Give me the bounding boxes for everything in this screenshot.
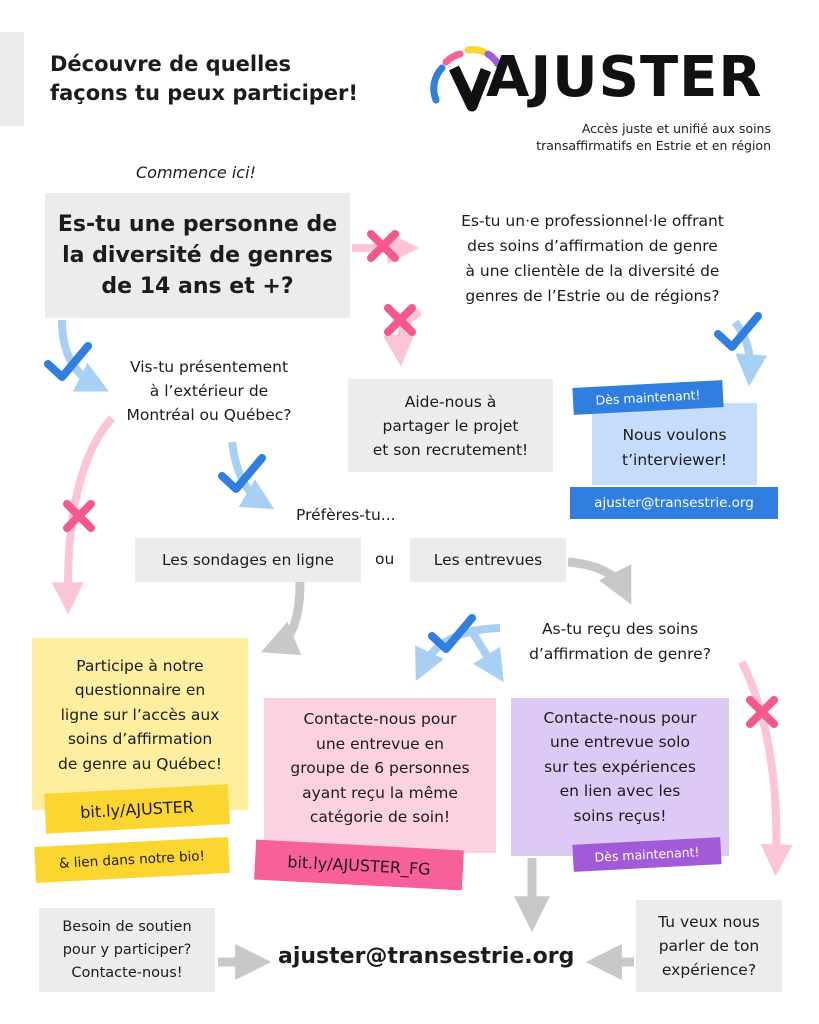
prefer-label: Préfères-tu... [296,506,396,524]
now-badge: Dès maintenant! [572,380,723,415]
support-line: Besoin de soutien [62,918,192,935]
bio-link-tag: & lien dans notre bio! [34,837,230,883]
tagline [536,120,771,154]
left-accent-bar [0,32,24,126]
arrow-received-to-experience [742,662,776,862]
tagline-line: Accès juste et unifié aux soins [581,121,771,136]
arrow-received-to-solo [470,628,496,670]
location-question-line: Montréal ou Québec? [126,406,292,424]
tagline-line: transaffirmatifs en Estrie et en région [536,138,771,153]
arrow-interviews-to-received [568,562,624,590]
start-question-box [45,193,350,318]
interview-pro-line: t’interviewer! [622,451,727,469]
start-label: Commence ici! [136,163,256,182]
group-interview-box [264,698,496,853]
page-title [50,50,358,108]
share-line: partager le projet [382,416,519,435]
start-question-line: de 14 ans et +? [101,274,294,299]
share-line: et son recrutement! [372,440,529,459]
professional-question-line: à une clientèle de la diversité de [465,262,720,280]
start-question-line: Es-tu une personne de [57,212,338,237]
logo-text: AJUSTER [486,45,763,110]
professional-question [420,209,765,309]
footer-email-link[interactable]: ajuster@transestrie.org [278,944,575,969]
received-question [515,617,725,667]
questionnaire-line: questionnaire en [74,681,206,700]
experience-line: Tu veux nous [658,913,760,931]
interview-pro-line: Nous voulons [622,426,727,444]
location-question-line: à l’extérieur de [149,382,269,400]
option-interviews[interactable]: Les entrevues [410,538,566,582]
share-project-box [348,379,553,472]
solo-line: Contacte-nous pour [543,708,697,727]
logo [426,40,776,115]
page-title-line: Découvre de quelles [50,52,292,76]
or-label: ou [375,550,395,568]
group-line: ayant reçu la même [302,783,458,802]
solo-line: une entrevue solo [550,733,690,752]
support-line: pour y participer? [62,941,192,958]
group-line: une entrevue en [316,734,444,753]
location-question [104,355,314,427]
questionnaire-line: ligne sur l’accès aux [60,705,220,724]
professional-question-line: genres de l’Estrie ou de régions? [465,287,720,305]
questionnaire-line: de genre au Québec! [58,754,222,773]
group-line: groupe de 6 personnes [290,759,470,778]
arrow-surveys-to-questionnaire [276,582,300,646]
interview-pro-box [592,403,757,485]
questionnaire-line: Participe à notre [76,656,204,675]
location-question-line: Vis-tu présentement [129,358,289,376]
questionnaire-line: soins d’affirmation [67,730,213,749]
option-surveys[interactable]: Les sondages en ligne [135,538,361,582]
experience-box [636,900,782,992]
group-line: catégorie de soin! [309,808,451,827]
received-question-line: As-tu reçu des soins [541,620,699,638]
solo-line: sur tes expériences [544,757,696,776]
interview-email-link[interactable]: ajuster@transestrie.org [570,487,778,519]
experience-line: expérience? [661,961,757,979]
group-link[interactable]: bit.ly/AJUSTER_FG [254,840,464,891]
support-box [39,908,215,992]
solo-line: en lien avec les [559,782,681,801]
professional-question-line: des soins d’affirmation de genre [467,237,718,255]
now-badge: Dès maintenant! [572,837,721,872]
questionnaire-link[interactable]: bit.ly/AJUSTER [44,784,230,834]
experience-line: parler de ton [658,937,760,955]
support-line: Contacte-nous! [71,964,183,981]
received-question-line: d’affirmation de genre? [529,645,711,663]
group-line: Contacte-nous pour [303,710,457,729]
start-question-line: la diversité de genres [62,243,333,268]
solo-line: soins reçus! [573,806,667,825]
professional-question-line: Es-tu un·e professionnel·le offrant [461,212,724,230]
share-line: Aide-nous à [404,392,497,411]
solo-interview-box [511,698,729,856]
page-title-line: façons tu peux participer! [50,81,358,105]
